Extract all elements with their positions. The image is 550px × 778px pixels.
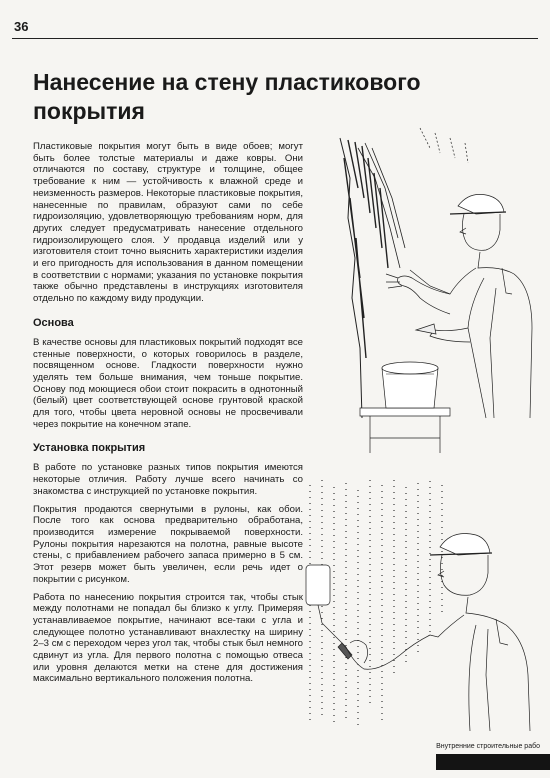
install-paragraph-1: В работе по установке разных типов покрытия имеются некоторые отличия. Работу лучше всего начинать со знакомства с инструкцией по установке покрытия. — [33, 462, 303, 497]
section-heading-install: Установка покрытия — [33, 442, 146, 455]
footer-bar — [436, 754, 550, 770]
page-title: Нанесение на стену пластикового покрытия — [33, 69, 421, 124]
page-number: 36 — [14, 19, 29, 34]
illustration-wall-coating — [300, 118, 540, 458]
text-column — [33, 141, 303, 691]
install-paragraph-2: Покрытия продаются свернутыми в рулоны, как обои. После того как основа предварительно обработана, производится измерение покрываемой поверхности. Рулоны покрытия нарезаются на полотна, равные высоте стены, с прибавлением рабочего запаса примерно в 5 см. Этот резерв может быть увеличен, если речь идет о покрытии с рисунком. — [33, 503, 303, 585]
worker-with-roller-drawing — [290, 475, 540, 735]
header-rule — [12, 38, 538, 39]
illustration-roller — [290, 475, 540, 735]
section-heading-base: Основа — [33, 316, 74, 329]
base-paragraph: В качестве основы для пластиковых покрытий подходят все стенные поверхности, о которых говорилось в разделе, посвященном основе. Гладкости поверхности нужно уделять тем больше внимания, чем тоньше покрытие. Основу под моющиеся обои стоит покрасить в однотонный (белый) цвет соответствующей основе грунтовой краской для того, чтобы цвета неровной основы не просвечивали через покрытие на конечном этапе. — [33, 336, 303, 430]
footer-section-label: Внутренние строительные рабо — [436, 743, 540, 750]
install-paragraph-3: Работа по нанесению покрытия строится так, чтобы стык между полотнами не попадал бы близко к углу. Примеряя устанавливаемое покрытие, начинают все-таки с угла и следующее полотно устанавливают внахлестку на ширину 2–3 см с переходом через угол так, чтобы стык был немного сдвинут из угла. Для первого полотна с помощью отвеса или уровня делаются метки на стене для достижения максимально вертикального положения полотна. — [33, 591, 303, 685]
intro-paragraph: Пластиковые покрытия могут быть в виде обоев; могут быть более толстые материалы и даже ковры. Они отличаются по составу, структуре и толщине, общее требование к ним — устойчивость к влажной среде и неизменность размеров. Некоторые пластиковые покрытия, нанесенные по правилам, образуют сами по себе гидроизоляцию, удовлетворяющую требованиям норм, для других следует предусматривать нанесение отдельного гидроизолирующего слоя. У продавца изделий или у изготовителя стоит точно выяснить характеристики изделия и его пригодность для использования в данном помещении в соответствии с нормами; указания по установке покрытия также обычно представлены в инструкциях изготовителя отдельно по каждому виду продукции. — [33, 141, 303, 305]
worker-smoothing-coating-drawing — [300, 118, 540, 458]
